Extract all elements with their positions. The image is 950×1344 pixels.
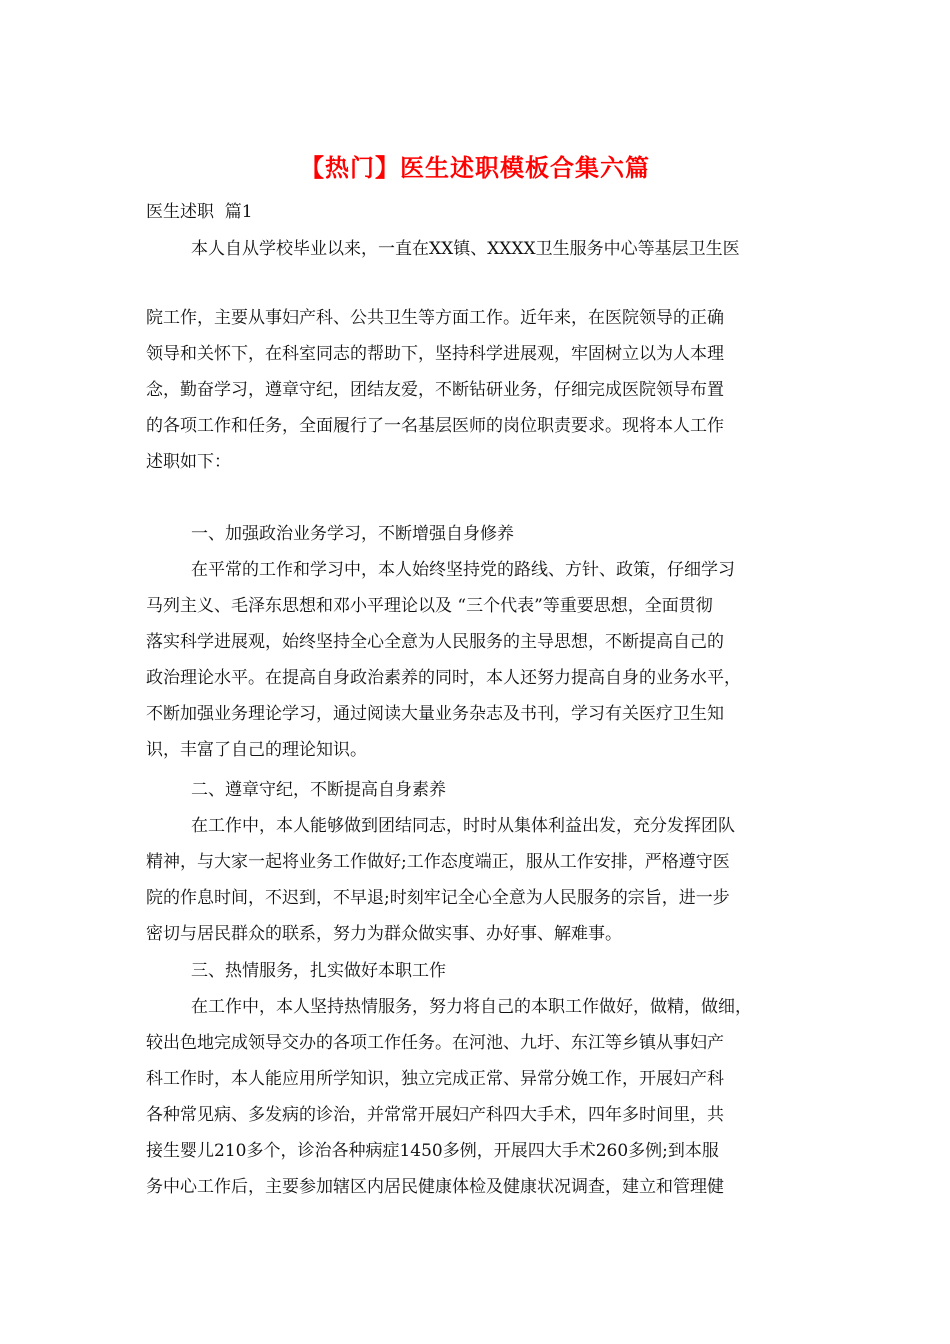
paragraph-line: 述职如下： xyxy=(146,452,231,472)
paragraph-line: 科工作时，本人能应用所学知识，独立完成正常、异常分娩工作，开展妇产科 xyxy=(146,1069,724,1089)
paragraph-line: 精神，与大家一起将业务工作做好;工作态度端正，服从工作安排，严格遵守医 xyxy=(146,852,730,872)
section-heading: 一、加强政治业务学习，不断增强自身修养 xyxy=(191,524,514,544)
paragraph-line: 在工作中，本人坚持热情服务，努力将自己的本职工作做好，做精，做细， xyxy=(191,997,752,1017)
paragraph-line: 落实科学进展观，始终坚持全心全意为人民服务的主导思想，不断提高自己的 xyxy=(146,632,724,652)
paragraph-line: 识，丰富了自己的理论知识。 xyxy=(146,740,367,760)
paragraph-line: 念，勤奋学习，遵章守纪，团结友爱，不断钻研业务，仔细完成医院领导布置 xyxy=(146,380,724,400)
paragraph-line: 各种常见病、多发病的诊治，并常常开展妇产科四大手术，四年多时间里，共 xyxy=(146,1105,724,1125)
paragraph-line: 不断加强业务理论学习，通过阅读大量业务杂志及书刊，学习有关医疗卫生知 xyxy=(146,704,724,724)
paragraph-line: 较出色地完成领导交办的各项工作任务。在河池、九圩、东江等乡镇从事妇产 xyxy=(146,1033,724,1053)
section-heading: 三、热情服务，扎实做好本职工作 xyxy=(191,961,446,981)
paragraph-line: 本人自从学校毕业以来，一直在XX镇、XXXX卫生服务中心等基层卫生医 xyxy=(191,239,740,259)
paragraph-line: 在工作中，本人能够做到团结同志，时时从集体利益出发，充分发挥团队 xyxy=(191,816,735,836)
paragraph-line: 务中心工作后，主要参加辖区内居民健康体检及健康状况调查，建立和管理健 xyxy=(146,1177,724,1197)
paragraph-line: 马列主义、毛泽东思想和邓小平理论以及 “三个代表”等重要思想，全面贯彻 xyxy=(146,596,713,616)
paragraph-line: 接生婴儿210多个，诊治各种病症1450多例，开展四大手术260多例;到本服 xyxy=(146,1141,719,1161)
paragraph-line: 政治理论水平。在提高自身政治素养的同时，本人还努力提高自身的业务水平， xyxy=(146,668,741,688)
paragraph-line: 领导和关怀下，在科室同志的帮助下，坚持科学进展观，牢固树立以为人本理 xyxy=(146,344,724,364)
document-title: 【热门】医生述职模板合集六篇 xyxy=(300,153,650,182)
paragraph-line: 院工作，主要从事妇产科、公共卫生等方面工作。近年来，在医院领导的正确 xyxy=(146,308,724,328)
paragraph-line: 的各项工作和任务，全面履行了一名基层医师的岗位职责要求。现将本人工作 xyxy=(146,416,724,436)
section-heading: 二、遵章守纪，不断提高自身素养 xyxy=(191,780,446,800)
paragraph-line: 在平常的工作和学习中，本人始终坚持党的路线、方针、政策，仔细学习 xyxy=(191,560,735,580)
section-subtitle: 医生述职 篇1 xyxy=(146,202,253,222)
paragraph-line: 密切与居民群众的联系，努力为群众做实事、办好事、解难事。 xyxy=(146,924,622,944)
paragraph-line: 院的作息时间，不迟到，不早退;时刻牢记全心全意为人民服务的宗旨，进一步 xyxy=(146,888,730,908)
